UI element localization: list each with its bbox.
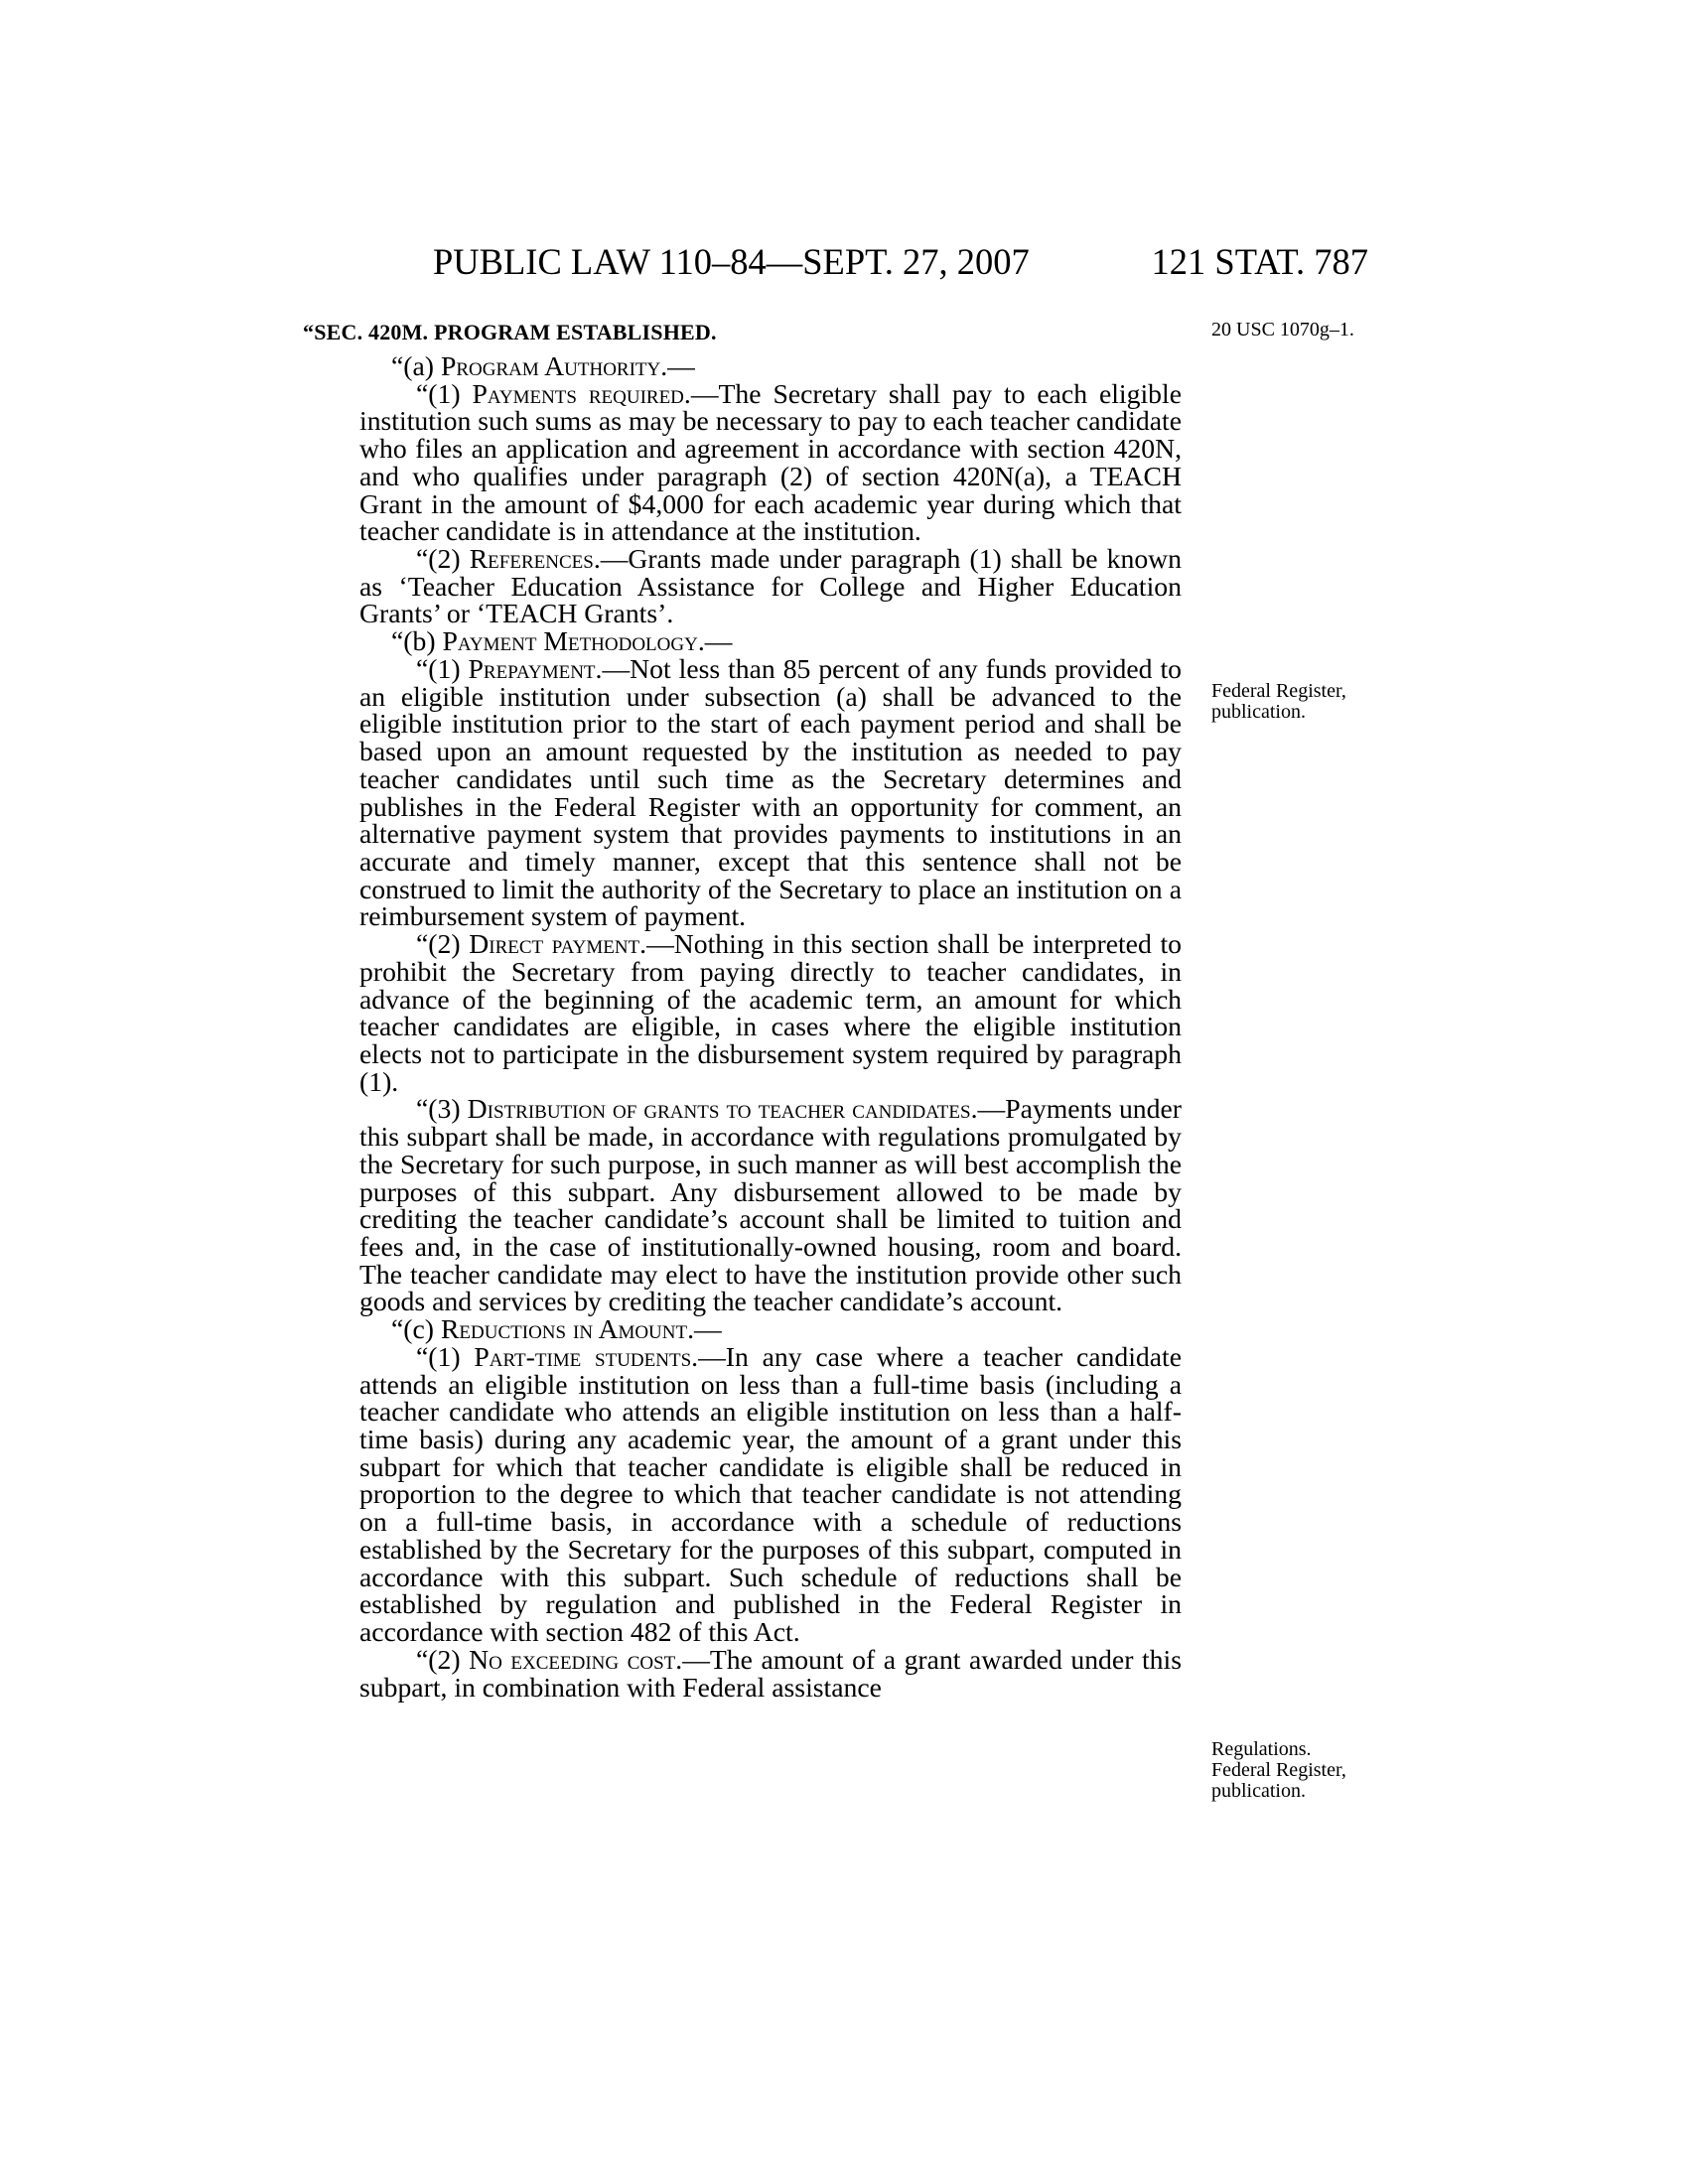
- paragraph-b1: [359, 652, 1182, 932]
- paragraph-title: Direct payment: [469, 928, 640, 960]
- subsection-title: Reductions in Amount: [440, 1313, 688, 1345]
- paragraph-title: Distribution of grants to teacher candidates: [467, 1093, 971, 1125]
- paragraph-a1: [359, 377, 1182, 547]
- heading-dash: .—: [639, 928, 674, 960]
- paragraph-title: Payments required: [472, 377, 684, 409]
- subsection-c-heading: [359, 1315, 1182, 1343]
- paragraph-number: “(1): [416, 652, 469, 684]
- paragraph-number: “(1): [416, 1340, 475, 1372]
- margin-note-line: Regulations.: [1211, 1738, 1312, 1760]
- heading-dash: .—: [660, 350, 695, 381]
- heading-dash: .—: [675, 1643, 710, 1675]
- paragraph-b3: [359, 1095, 1182, 1315]
- margin-note-regulations: [1211, 1739, 1346, 1802]
- margin-note-line: Federal Register,: [1211, 1759, 1346, 1781]
- paragraph-number: “(3): [416, 1093, 468, 1125]
- section-heading: “SEC. 420M. PROGRAM ESTABLISHED.: [303, 320, 717, 344]
- heading-dash: .—: [970, 1093, 1006, 1125]
- paragraph-title: No exceeding cost: [469, 1643, 676, 1675]
- usc-citation: 20 USC 1070g–1.: [1211, 319, 1354, 341]
- paragraph-text: Payments under this subpart shall be made, in accordance with regulations promulgated by the Secretary for such purpose, in such manner as will best accomplish the purposes of this subpart. Any disbursement allowed to be made by crediting the teacher candidate’s account shall be limited to tuition and fees and, in the case of institutionally-owned housing, room and board. The teacher candidate may elect to have the institution provide other such goods and services by crediting the teacher candidate’s account.: [359, 1093, 1182, 1317]
- paragraph-title: Part-time students: [474, 1340, 692, 1372]
- margin-note-usc-citation: [1211, 320, 1354, 341]
- margin-note-line: Federal Register,: [1211, 680, 1346, 702]
- heading-dash: .—: [697, 625, 733, 657]
- subsection-number: “(c): [391, 1313, 441, 1345]
- paragraph-number: “(1): [416, 377, 473, 409]
- paragraph-text: The amount of a grant awarded under this subpart, in combination with Federal assistance: [359, 1643, 1182, 1703]
- paragraph-text: In any case where a teacher candidate attends an eligible institution on less than a full-time basis (including a teacher candidate who attends an eligible institution on less than a half-time basis) during any academic year, the amount of a grant under this subpart for which that teacher candidate is eligible shall be reduced in proportion to the degree to which that teacher candidate is not attending on a full-time basis, in accordance with a schedule of reductions established by the Secretary for the purposes of this subpart, computed in accordance with this subpart. Such schedule of reductions shall be established by regulation and published in the Federal Register in accordance with section 482 of this Act.: [359, 1340, 1183, 1648]
- heading-dash: .—: [595, 652, 631, 684]
- paragraph-title: References: [469, 543, 594, 575]
- paragraph-number: “(2): [416, 1643, 470, 1675]
- paragraph-c1: [359, 1340, 1183, 1648]
- paragraph-text: The Secretary shall pay to each eligible institution such sums as may be necessary to pay to each teacher candidate who files an application and agreement in accordance with section 420N, and who qualifies under paragraph (2) of section 420N(a), a TEACH Grant in the amount of $4,000 for each academic year during which that teacher candidate is in attendance at the institution.: [359, 377, 1182, 547]
- subsection-title: Program Authority: [440, 350, 661, 381]
- subsection-number: “(b): [391, 625, 443, 657]
- margin-note-federal-register: [1211, 681, 1346, 723]
- statute-body: [303, 313, 1183, 1703]
- paragraph-b2: [359, 930, 1182, 1095]
- margin-note-line: publication.: [1211, 701, 1306, 723]
- paragraph-title: Prepayment: [468, 652, 596, 684]
- subsection-a-heading: [359, 352, 1182, 380]
- heading-dash: .—: [691, 1340, 726, 1372]
- page-number: 121 STAT. 787: [1151, 241, 1368, 282]
- margin-note-line: publication.: [1211, 1780, 1306, 1802]
- paragraph-number: “(2): [416, 543, 470, 575]
- paragraph-text: Grants made under paragraph (1) shall be known as ‘Teacher Education Assistance for College and Higher Education Grants’ or ‘TEACH Grants’.: [359, 543, 1182, 629]
- heading-dash: .—: [683, 377, 719, 409]
- running-header-title: PUBLIC LAW 110–84—SEPT. 27, 2007: [433, 241, 1030, 282]
- paragraph-text: Not less than 85 percent of any funds provided to an eligible institution under subsection (a) shall be advanced to the eligible institution prior to the start of each payment period and shall be based upon an amount requested by the institution as needed to pay teacher candidates until such time as the Secretary determines and publishes in the Federal Register with an opportunity for comment, an alternative payment system that provides payments to institutions in an accurate and timely manner, except that this sentence shall not be construed to limit the authority of the Secretary to place an institution on a reimbursement system of payment.: [359, 652, 1182, 932]
- subsection-b-heading: [359, 627, 1182, 655]
- subsection-number: “(a): [391, 350, 441, 381]
- heading-dash: .—: [687, 1313, 722, 1345]
- paragraph-c2: [359, 1643, 1182, 1703]
- subsection-title: Payment Methodology: [442, 625, 698, 657]
- paragraph-a2: [359, 545, 1182, 627]
- paragraph-text: Nothing in this section shall be interpreted to prohibit the Secretary from paying directly to teacher candidates, in advance of the beginning of the academic term, an amount for which teacher candidates are eligible, in cases where the eligible institution elects not to participate in the disbursement system required by paragraph (1).: [359, 928, 1183, 1097]
- paragraph-number: “(2): [416, 928, 470, 960]
- heading-dash: .—: [593, 543, 629, 575]
